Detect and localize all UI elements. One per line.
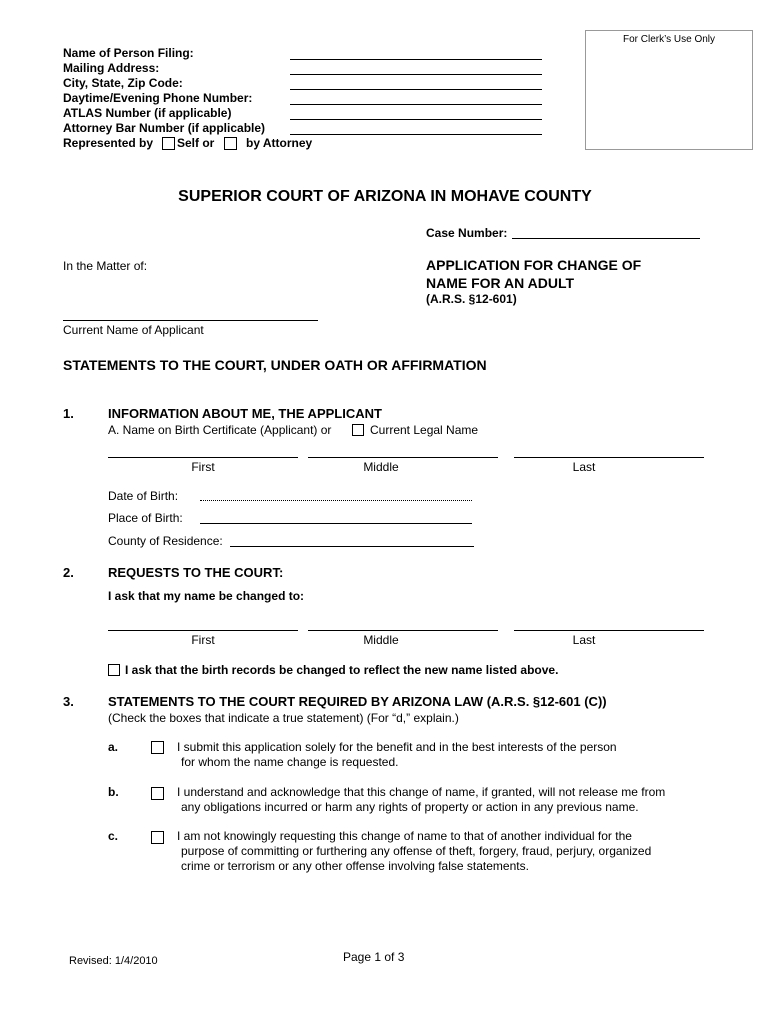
filer-bar-label: Attorney Bar Number (if applicable) [63, 121, 266, 135]
self-or-label: Self or [177, 136, 215, 150]
current-name-field[interactable] [63, 320, 318, 321]
case-number-label: Case Number: [426, 226, 508, 240]
section3-number: 3. [63, 694, 74, 709]
new-first-name-field[interactable] [108, 630, 298, 631]
item-a-letter: a. [108, 740, 119, 754]
item-a-line1: I submit this application solely for the benefit and in the best interests of the person [177, 740, 617, 754]
section1-title: INFORMATION ABOUT ME, THE APPLICANT [108, 406, 382, 421]
filer-address-field[interactable] [290, 74, 542, 75]
item-a-checkbox[interactable] [151, 741, 164, 754]
represented-by-label: Represented by [63, 136, 154, 150]
filer-name-field[interactable] [290, 59, 542, 60]
page-number: Page 1 of 3 [343, 950, 405, 964]
county-label: County of Residence: [108, 534, 223, 548]
application-title-line2: NAME FOR AN ADULT [426, 275, 575, 291]
applicant-last-name-field[interactable] [514, 457, 704, 458]
item-b-line2: any obligations incurred or harm any rights of property or action in any previous name. [181, 800, 639, 814]
in-matter-label: In the Matter of: [63, 259, 148, 273]
item-c-line2: purpose of committing or furthering any offense of theft, forgery, fraud, perjury, organized [181, 844, 652, 858]
applicant-middle-label: Middle [363, 460, 399, 474]
statements-heading: STATEMENTS TO THE COURT, UNDER OATH OR AFFIRMATION [63, 357, 487, 373]
new-last-name-field[interactable] [514, 630, 704, 631]
item-c-line3: crime or terrorism or any other offense involving false statements. [181, 859, 529, 873]
section2-title: REQUESTS TO THE COURT: [108, 565, 284, 580]
item-a-line2: for whom the name change is requested. [181, 755, 399, 769]
filer-atlas-label: ATLAS Number (if applicable) [63, 106, 232, 120]
statute-reference: (A.R.S. §12-601) [426, 292, 517, 306]
birth-records-label: I ask that the birth records be changed to reflect the new name listed above. [125, 663, 559, 677]
item-b-letter: b. [108, 785, 119, 799]
filer-address-label: Mailing Address: [63, 61, 160, 75]
filer-phone-field[interactable] [290, 104, 542, 105]
section1-subline-prefix: A. Name on Birth Certificate (Applicant) or [108, 423, 332, 437]
case-number-field[interactable] [512, 238, 700, 239]
section2-number: 2. [63, 565, 74, 580]
filer-atlas-field[interactable] [290, 119, 542, 120]
application-title-line1: APPLICATION FOR CHANGE OF [426, 257, 642, 273]
current-name-label: Current Name of Applicant [63, 323, 204, 337]
filer-name-label: Name of Person Filing: [63, 46, 194, 60]
applicant-middle-name-field[interactable] [308, 457, 498, 458]
section3-subtitle: (Check the boxes that indicate a true statement) (For “d,” explain.) [108, 711, 459, 725]
applicant-first-label: First [191, 460, 215, 474]
pob-label: Place of Birth: [108, 511, 183, 525]
filer-city-label: City, State, Zip Code: [63, 76, 183, 90]
filer-city-field[interactable] [290, 89, 542, 90]
item-c-checkbox[interactable] [151, 831, 164, 844]
current-legal-name-checkbox[interactable] [352, 424, 364, 436]
applicant-last-label: Last [572, 460, 596, 474]
clerk-use-label: For Clerk’s Use Only [622, 34, 716, 45]
item-c-letter: c. [108, 829, 119, 843]
new-middle-name-field[interactable] [308, 630, 498, 631]
dob-label: Date of Birth: [108, 489, 179, 503]
section1-subline-suffix: Current Legal Name [370, 423, 479, 437]
new-first-label: First [191, 633, 215, 647]
item-b-checkbox[interactable] [151, 787, 164, 800]
new-last-label: Last [572, 633, 596, 647]
section2-subtitle: I ask that my name be changed to: [108, 589, 305, 603]
court-title: SUPERIOR COURT OF ARIZONA IN MOHAVE COUNTY [178, 188, 592, 205]
section3-title: STATEMENTS TO THE COURT REQUIRED BY ARIZONA LAW (A.R.S. §12-601 (C)) [108, 694, 607, 709]
self-checkbox[interactable] [162, 137, 175, 150]
by-attorney-label: by Attorney [246, 136, 313, 150]
section1-number: 1. [63, 406, 74, 421]
new-middle-label: Middle [363, 633, 399, 647]
attorney-checkbox[interactable] [224, 137, 237, 150]
county-field[interactable] [230, 546, 474, 547]
birth-records-checkbox[interactable] [108, 664, 120, 676]
applicant-first-name-field[interactable] [108, 457, 298, 458]
item-b-line1: I understand and acknowledge that this change of name, if granted, will not release me from [177, 785, 666, 799]
item-c-line1: I am not knowingly requesting this change of name to that of another individual for the [177, 829, 632, 843]
dob-field[interactable] [200, 500, 472, 501]
pob-field[interactable] [200, 523, 472, 524]
filer-phone-label: Daytime/Evening Phone Number: [63, 91, 253, 105]
clerk-use-box [585, 30, 753, 150]
filer-bar-field[interactable] [290, 134, 542, 135]
revised-date: Revised: 1/4/2010 [69, 955, 158, 967]
